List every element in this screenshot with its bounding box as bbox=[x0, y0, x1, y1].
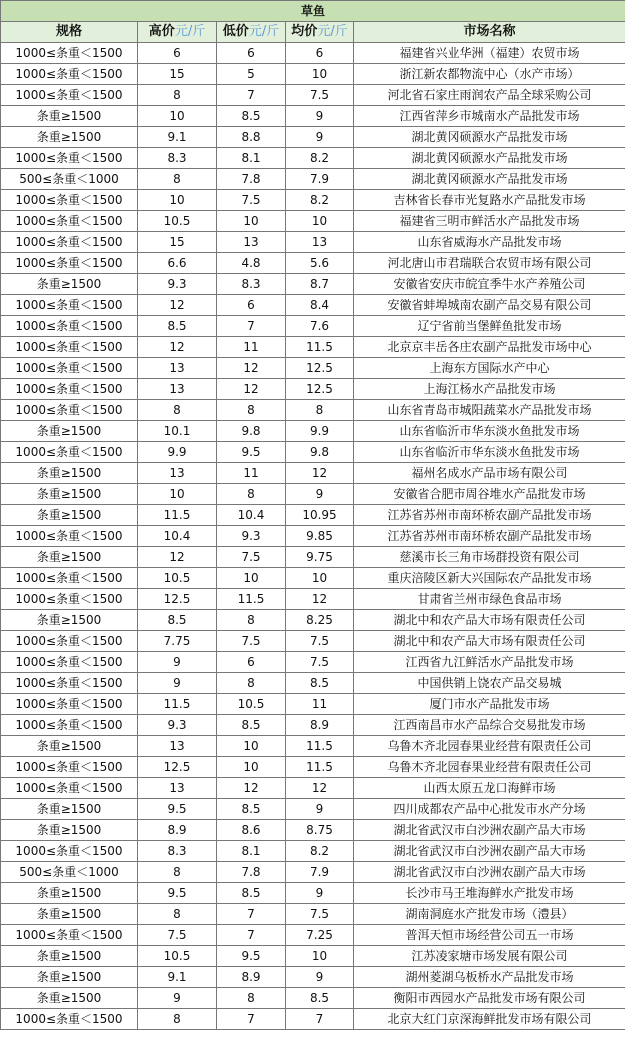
cell-avg: 13 bbox=[286, 232, 354, 253]
cell-low: 6 bbox=[217, 295, 286, 316]
cell-low: 12 bbox=[217, 379, 286, 400]
table-row bbox=[1, 841, 625, 862]
cell-avg: 8.5 bbox=[286, 988, 354, 1009]
cell-market: 湖北黄冈硕源水产品批发市场 bbox=[354, 127, 625, 148]
cell-avg: 7.6 bbox=[286, 316, 354, 337]
cell-market: 安徽省合肥市周谷堆水产品批发市场 bbox=[354, 484, 625, 505]
cell-spec: 1000≤条重＜1500 bbox=[1, 778, 138, 799]
cell-low: 6 bbox=[217, 652, 286, 673]
table-row bbox=[1, 64, 625, 85]
table-row bbox=[1, 862, 625, 883]
cell-avg: 11.5 bbox=[286, 337, 354, 358]
cell-market: 乌鲁木齐北园春果业经营有限责任公司 bbox=[354, 757, 625, 778]
cell-market: 河北省石家庄雨润农产品全球采购公司 bbox=[354, 85, 625, 106]
cell-market: 江西省九江鲜活水产品批发市场 bbox=[354, 652, 625, 673]
cell-market: 湖北省武汉市白沙洲农副产品大市场 bbox=[354, 862, 625, 883]
cell-low: 10 bbox=[217, 568, 286, 589]
cell-low: 9.3 bbox=[217, 526, 286, 547]
header-row bbox=[1, 22, 625, 43]
cell-market: 四川成都农产品中心批发市水产分场 bbox=[354, 799, 625, 820]
cell-avg: 10 bbox=[286, 64, 354, 85]
cell-high: 8 bbox=[138, 904, 217, 925]
cell-avg: 9.85 bbox=[286, 526, 354, 547]
cell-high: 12 bbox=[138, 295, 217, 316]
cell-high: 10.1 bbox=[138, 421, 217, 442]
cell-spec: 1000≤条重＜1500 bbox=[1, 1009, 138, 1030]
cell-market: 湖北中和农产品大市场有限责任公司 bbox=[354, 631, 625, 652]
cell-spec: 条重≥1500 bbox=[1, 904, 138, 925]
table-row bbox=[1, 589, 625, 610]
cell-spec: 1000≤条重＜1500 bbox=[1, 379, 138, 400]
title-row bbox=[1, 1, 625, 22]
cell-spec: 条重≥1500 bbox=[1, 988, 138, 1009]
cell-spec: 1000≤条重＜1500 bbox=[1, 358, 138, 379]
cell-high: 9.9 bbox=[138, 442, 217, 463]
cell-market: 慈溪市长三角市场群投资有限公司 bbox=[354, 547, 625, 568]
cell-spec: 条重≥1500 bbox=[1, 820, 138, 841]
cell-spec: 条重≥1500 bbox=[1, 547, 138, 568]
cell-low: 7 bbox=[217, 316, 286, 337]
cell-high: 9 bbox=[138, 673, 217, 694]
header-avg-unit: 元/斤 bbox=[317, 24, 348, 39]
cell-spec: 1000≤条重＜1500 bbox=[1, 400, 138, 421]
cell-spec: 1000≤条重＜1500 bbox=[1, 295, 138, 316]
cell-high: 11.5 bbox=[138, 505, 217, 526]
cell-avg: 8.7 bbox=[286, 274, 354, 295]
table-row bbox=[1, 568, 625, 589]
cell-spec: 条重≥1500 bbox=[1, 127, 138, 148]
cell-low: 12 bbox=[217, 778, 286, 799]
cell-low: 8.1 bbox=[217, 841, 286, 862]
cell-high: 9 bbox=[138, 988, 217, 1009]
cell-market: 乌鲁木齐北园春果业经营有限责任公司 bbox=[354, 736, 625, 757]
cell-market: 山东省青岛市城阳蔬菜水产品批发市场 bbox=[354, 400, 625, 421]
cell-high: 8 bbox=[138, 400, 217, 421]
cell-market: 安徽省安庆市皖宜季牛水产养殖公司 bbox=[354, 274, 625, 295]
cell-low: 7 bbox=[217, 904, 286, 925]
cell-low: 13 bbox=[217, 232, 286, 253]
cell-market: 山东省临沂市华东淡水鱼批发市场 bbox=[354, 442, 625, 463]
cell-low: 10.4 bbox=[217, 505, 286, 526]
header-low-label: 低价 bbox=[222, 24, 249, 39]
cell-high: 7.5 bbox=[138, 925, 217, 946]
cell-spec: 条重≥1500 bbox=[1, 106, 138, 127]
cell-avg: 9.8 bbox=[286, 442, 354, 463]
cell-spec: 1000≤条重＜1500 bbox=[1, 925, 138, 946]
table-row bbox=[1, 505, 625, 526]
table-body bbox=[1, 43, 625, 1030]
cell-avg: 9.75 bbox=[286, 547, 354, 568]
cell-spec: 500≤条重＜1000 bbox=[1, 862, 138, 883]
cell-market: 福建省兴业华洲（福建）农贸市场 bbox=[354, 43, 625, 64]
cell-avg: 8.2 bbox=[286, 148, 354, 169]
cell-low: 10 bbox=[217, 736, 286, 757]
cell-avg: 9.9 bbox=[286, 421, 354, 442]
table-row bbox=[1, 673, 625, 694]
cell-low: 8.5 bbox=[217, 883, 286, 904]
cell-market: 甘肃省兰州市绿色食品市场 bbox=[354, 589, 625, 610]
cell-market: 湖南洞庭水产批发市场（澧县） bbox=[354, 904, 625, 925]
table-row bbox=[1, 127, 625, 148]
cell-high: 6 bbox=[138, 43, 217, 64]
cell-avg: 9 bbox=[286, 484, 354, 505]
cell-low: 8 bbox=[217, 673, 286, 694]
cell-avg: 6 bbox=[286, 43, 354, 64]
header-high-unit: 元/斤 bbox=[174, 24, 206, 39]
table-row bbox=[1, 652, 625, 673]
cell-spec: 条重≥1500 bbox=[1, 736, 138, 757]
cell-spec: 1000≤条重＜1500 bbox=[1, 841, 138, 862]
cell-low: 6 bbox=[217, 43, 286, 64]
table-row bbox=[1, 610, 625, 631]
cell-avg: 7.25 bbox=[286, 925, 354, 946]
cell-market: 安徽省蚌埠城南农副产品交易有限公司 bbox=[354, 295, 625, 316]
cell-avg: 7.9 bbox=[286, 862, 354, 883]
table-row bbox=[1, 1009, 625, 1030]
cell-high: 10 bbox=[138, 190, 217, 211]
cell-avg: 11.5 bbox=[286, 757, 354, 778]
cell-spec: 1000≤条重＜1500 bbox=[1, 589, 138, 610]
cell-avg: 9 bbox=[286, 799, 354, 820]
table-row bbox=[1, 820, 625, 841]
cell-low: 7.8 bbox=[217, 169, 286, 190]
cell-high: 9 bbox=[138, 652, 217, 673]
cell-market: 江苏凌家塘市场发展有限公司 bbox=[354, 946, 625, 967]
cell-low: 5 bbox=[217, 64, 286, 85]
cell-market: 江西省萍乡市城南水产品批发市场 bbox=[354, 106, 625, 127]
cell-high: 6.6 bbox=[138, 253, 217, 274]
cell-spec: 条重≥1500 bbox=[1, 799, 138, 820]
cell-market: 吉林省长春市光复路水产品批发市场 bbox=[354, 190, 625, 211]
cell-market: 长沙市马王堆海鲜水产批发市场 bbox=[354, 883, 625, 904]
header-low bbox=[217, 22, 286, 43]
cell-avg: 9 bbox=[286, 106, 354, 127]
cell-spec: 1000≤条重＜1500 bbox=[1, 568, 138, 589]
cell-avg: 7.5 bbox=[286, 904, 354, 925]
header-avg bbox=[286, 22, 354, 43]
cell-high: 12.5 bbox=[138, 757, 217, 778]
cell-market: 北京大红门京深海鲜批发市场有限公司 bbox=[354, 1009, 625, 1030]
cell-spec: 条重≥1500 bbox=[1, 967, 138, 988]
cell-spec: 条重≥1500 bbox=[1, 883, 138, 904]
cell-low: 7 bbox=[217, 1009, 286, 1030]
cell-spec: 条重≥1500 bbox=[1, 505, 138, 526]
cell-market: 山东省临沂市华东淡水鱼批发市场 bbox=[354, 421, 625, 442]
cell-avg: 12 bbox=[286, 778, 354, 799]
cell-high: 15 bbox=[138, 232, 217, 253]
table-row bbox=[1, 526, 625, 547]
cell-spec: 1000≤条重＜1500 bbox=[1, 190, 138, 211]
cell-avg: 9 bbox=[286, 127, 354, 148]
cell-spec: 条重≥1500 bbox=[1, 463, 138, 484]
cell-spec: 1000≤条重＜1500 bbox=[1, 85, 138, 106]
cell-low: 8.6 bbox=[217, 820, 286, 841]
table-row bbox=[1, 169, 625, 190]
cell-spec: 1000≤条重＜1500 bbox=[1, 211, 138, 232]
cell-high: 13 bbox=[138, 358, 217, 379]
cell-spec: 条重≥1500 bbox=[1, 946, 138, 967]
cell-low: 4.8 bbox=[217, 253, 286, 274]
cell-spec: 1000≤条重＜1500 bbox=[1, 694, 138, 715]
cell-high: 13 bbox=[138, 379, 217, 400]
cell-high: 8.5 bbox=[138, 316, 217, 337]
cell-high: 8.3 bbox=[138, 148, 217, 169]
header-high bbox=[138, 22, 217, 43]
table-row bbox=[1, 379, 625, 400]
cell-high: 9.5 bbox=[138, 799, 217, 820]
cell-low: 8.3 bbox=[217, 274, 286, 295]
cell-spec: 1000≤条重＜1500 bbox=[1, 64, 138, 85]
table-row bbox=[1, 148, 625, 169]
table-row bbox=[1, 547, 625, 568]
cell-spec: 1000≤条重＜1500 bbox=[1, 631, 138, 652]
cell-high: 8 bbox=[138, 169, 217, 190]
cell-high: 7.75 bbox=[138, 631, 217, 652]
cell-high: 10 bbox=[138, 106, 217, 127]
table-row bbox=[1, 421, 625, 442]
table-row bbox=[1, 442, 625, 463]
header-spec: 规格 bbox=[1, 22, 138, 43]
cell-market: 福建省三明市鲜活水产品批发市场 bbox=[354, 211, 625, 232]
table-row bbox=[1, 232, 625, 253]
cell-high: 9.1 bbox=[138, 127, 217, 148]
cell-low: 7 bbox=[217, 85, 286, 106]
header-avg-label: 均价 bbox=[291, 24, 318, 39]
cell-avg: 8.9 bbox=[286, 715, 354, 736]
table-row bbox=[1, 967, 625, 988]
cell-market: 上海东方国际水产中心 bbox=[354, 358, 625, 379]
table-row bbox=[1, 337, 625, 358]
cell-spec: 条重≥1500 bbox=[1, 484, 138, 505]
cell-low: 7.8 bbox=[217, 862, 286, 883]
cell-spec: 条重≥1500 bbox=[1, 274, 138, 295]
cell-market: 河北唐山市君瑞联合农贸市场有限公司 bbox=[354, 253, 625, 274]
cell-market: 浙江新农都物流中心（水产市场） bbox=[354, 64, 625, 85]
cell-market: 中国供销上饶农产品交易城 bbox=[354, 673, 625, 694]
cell-avg: 8.2 bbox=[286, 190, 354, 211]
table-row bbox=[1, 631, 625, 652]
cell-spec: 500≤条重＜1000 bbox=[1, 169, 138, 190]
table-row bbox=[1, 316, 625, 337]
cell-high: 10 bbox=[138, 484, 217, 505]
cell-high: 12 bbox=[138, 547, 217, 568]
cell-high: 13 bbox=[138, 778, 217, 799]
table-row bbox=[1, 799, 625, 820]
cell-market: 湖州菱湖乌板桥水产品批发市场 bbox=[354, 967, 625, 988]
cell-high: 11.5 bbox=[138, 694, 217, 715]
table-row bbox=[1, 85, 625, 106]
cell-spec: 条重≥1500 bbox=[1, 610, 138, 631]
table-row bbox=[1, 190, 625, 211]
table-row bbox=[1, 274, 625, 295]
cell-avg: 9 bbox=[286, 967, 354, 988]
header-high-label: 高价 bbox=[148, 24, 175, 39]
cell-low: 12 bbox=[217, 358, 286, 379]
table-row bbox=[1, 883, 625, 904]
cell-market: 辽宁省前当堡鲜鱼批发市场 bbox=[354, 316, 625, 337]
cell-high: 9.3 bbox=[138, 715, 217, 736]
cell-low: 9.5 bbox=[217, 946, 286, 967]
cell-avg: 10.95 bbox=[286, 505, 354, 526]
cell-low: 8 bbox=[217, 484, 286, 505]
cell-avg: 12 bbox=[286, 589, 354, 610]
cell-low: 8 bbox=[217, 610, 286, 631]
cell-market: 北京京丰岳各庄农副产品批发市场中心 bbox=[354, 337, 625, 358]
cell-low: 7 bbox=[217, 925, 286, 946]
cell-high: 8.5 bbox=[138, 610, 217, 631]
table-row bbox=[1, 484, 625, 505]
cell-high: 8.3 bbox=[138, 841, 217, 862]
table-row bbox=[1, 253, 625, 274]
table-row bbox=[1, 43, 625, 64]
cell-low: 10 bbox=[217, 757, 286, 778]
table-row bbox=[1, 925, 625, 946]
table-row bbox=[1, 988, 625, 1009]
cell-spec: 1000≤条重＜1500 bbox=[1, 442, 138, 463]
cell-high: 10.5 bbox=[138, 568, 217, 589]
cell-high: 13 bbox=[138, 736, 217, 757]
cell-market: 衡阳市西园水产品批发市场有限公司 bbox=[354, 988, 625, 1009]
cell-avg: 11.5 bbox=[286, 736, 354, 757]
cell-high: 8 bbox=[138, 1009, 217, 1030]
cell-low: 11 bbox=[217, 337, 286, 358]
cell-low: 10.5 bbox=[217, 694, 286, 715]
cell-spec: 1000≤条重＜1500 bbox=[1, 652, 138, 673]
cell-market: 厦门市水产品批发市场 bbox=[354, 694, 625, 715]
cell-avg: 11 bbox=[286, 694, 354, 715]
table-row bbox=[1, 946, 625, 967]
cell-avg: 8.75 bbox=[286, 820, 354, 841]
table-row bbox=[1, 778, 625, 799]
cell-market: 湖北省武汉市白沙洲农副产品大市场 bbox=[354, 841, 625, 862]
cell-low: 7.5 bbox=[217, 190, 286, 211]
cell-market: 重庆涪陵区新大兴国际农产品批发市场 bbox=[354, 568, 625, 589]
cell-low: 8.5 bbox=[217, 106, 286, 127]
table-row bbox=[1, 463, 625, 484]
cell-low: 10 bbox=[217, 211, 286, 232]
cell-avg: 10 bbox=[286, 946, 354, 967]
table-row bbox=[1, 295, 625, 316]
cell-high: 10.5 bbox=[138, 211, 217, 232]
cell-low: 8.8 bbox=[217, 127, 286, 148]
cell-avg: 12 bbox=[286, 463, 354, 484]
cell-high: 8 bbox=[138, 85, 217, 106]
table-row bbox=[1, 904, 625, 925]
cell-low: 7.5 bbox=[217, 631, 286, 652]
cell-avg: 8.25 bbox=[286, 610, 354, 631]
cell-avg: 5.6 bbox=[286, 253, 354, 274]
cell-spec: 1000≤条重＜1500 bbox=[1, 673, 138, 694]
table-row bbox=[1, 694, 625, 715]
table-row bbox=[1, 106, 625, 127]
cell-high: 12 bbox=[138, 337, 217, 358]
cell-high: 12.5 bbox=[138, 589, 217, 610]
cell-spec: 1000≤条重＜1500 bbox=[1, 148, 138, 169]
cell-market: 湖北省武汉市白沙洲农副产品大市场 bbox=[354, 820, 625, 841]
cell-high: 10.4 bbox=[138, 526, 217, 547]
cell-low: 7.5 bbox=[217, 547, 286, 568]
cell-low: 9.5 bbox=[217, 442, 286, 463]
cell-avg: 10 bbox=[286, 568, 354, 589]
cell-market: 山东省威海水产品批发市场 bbox=[354, 232, 625, 253]
table-title: 草鱼 bbox=[1, 1, 625, 22]
cell-spec: 1000≤条重＜1500 bbox=[1, 232, 138, 253]
cell-avg: 12.5 bbox=[286, 379, 354, 400]
cell-market: 江苏省苏州市南环桥农副产品批发市场 bbox=[354, 505, 625, 526]
cell-spec: 1000≤条重＜1500 bbox=[1, 43, 138, 64]
cell-spec: 条重≥1500 bbox=[1, 421, 138, 442]
table-row bbox=[1, 358, 625, 379]
cell-high: 9.3 bbox=[138, 274, 217, 295]
cell-avg: 7.9 bbox=[286, 169, 354, 190]
cell-avg: 7.5 bbox=[286, 631, 354, 652]
table-row bbox=[1, 757, 625, 778]
cell-market: 湖北中和农产品大市场有限责任公司 bbox=[354, 610, 625, 631]
cell-spec: 1000≤条重＜1500 bbox=[1, 757, 138, 778]
cell-low: 8.5 bbox=[217, 799, 286, 820]
cell-market: 福州名成水产品市场有限公司 bbox=[354, 463, 625, 484]
cell-high: 10.5 bbox=[138, 946, 217, 967]
table-row bbox=[1, 400, 625, 421]
cell-spec: 1000≤条重＜1500 bbox=[1, 715, 138, 736]
cell-high: 13 bbox=[138, 463, 217, 484]
cell-low: 8 bbox=[217, 988, 286, 1009]
header-low-unit: 元/斤 bbox=[248, 24, 280, 39]
cell-avg: 9 bbox=[286, 883, 354, 904]
cell-avg: 7 bbox=[286, 1009, 354, 1030]
cell-high: 8.9 bbox=[138, 820, 217, 841]
cell-market: 湖北黄冈硕源水产品批发市场 bbox=[354, 148, 625, 169]
cell-avg: 10 bbox=[286, 211, 354, 232]
cell-market: 山西太原五龙口海鲜市场 bbox=[354, 778, 625, 799]
cell-low: 9.8 bbox=[217, 421, 286, 442]
cell-low: 11 bbox=[217, 463, 286, 484]
cell-avg: 8.5 bbox=[286, 673, 354, 694]
cell-high: 8 bbox=[138, 862, 217, 883]
cell-spec: 1000≤条重＜1500 bbox=[1, 526, 138, 547]
cell-low: 8.1 bbox=[217, 148, 286, 169]
cell-avg: 8.2 bbox=[286, 841, 354, 862]
cell-high: 9.5 bbox=[138, 883, 217, 904]
cell-avg: 12.5 bbox=[286, 358, 354, 379]
cell-spec: 1000≤条重＜1500 bbox=[1, 253, 138, 274]
cell-market: 江西南昌市水产品综合交易批发市场 bbox=[354, 715, 625, 736]
cell-market: 普洱天恒市场经营公司五一市场 bbox=[354, 925, 625, 946]
cell-low: 8.9 bbox=[217, 967, 286, 988]
cell-spec: 1000≤条重＜1500 bbox=[1, 316, 138, 337]
cell-market: 江苏省苏州市南环桥农副产品批发市场 bbox=[354, 526, 625, 547]
cell-high: 9.1 bbox=[138, 967, 217, 988]
cell-high: 15 bbox=[138, 64, 217, 85]
cell-low: 11.5 bbox=[217, 589, 286, 610]
header-market: 市场名称 bbox=[354, 22, 625, 43]
cell-avg: 8.4 bbox=[286, 295, 354, 316]
cell-spec: 1000≤条重＜1500 bbox=[1, 337, 138, 358]
table-row bbox=[1, 211, 625, 232]
table-row bbox=[1, 715, 625, 736]
cell-market: 湖北黄冈硕源水产品批发市场 bbox=[354, 169, 625, 190]
cell-avg: 7.5 bbox=[286, 652, 354, 673]
cell-market: 上海江杨水产品批发市场 bbox=[354, 379, 625, 400]
cell-avg: 8 bbox=[286, 400, 354, 421]
cell-avg: 7.5 bbox=[286, 85, 354, 106]
cell-low: 8 bbox=[217, 400, 286, 421]
table-row bbox=[1, 736, 625, 757]
cell-low: 8.5 bbox=[217, 715, 286, 736]
